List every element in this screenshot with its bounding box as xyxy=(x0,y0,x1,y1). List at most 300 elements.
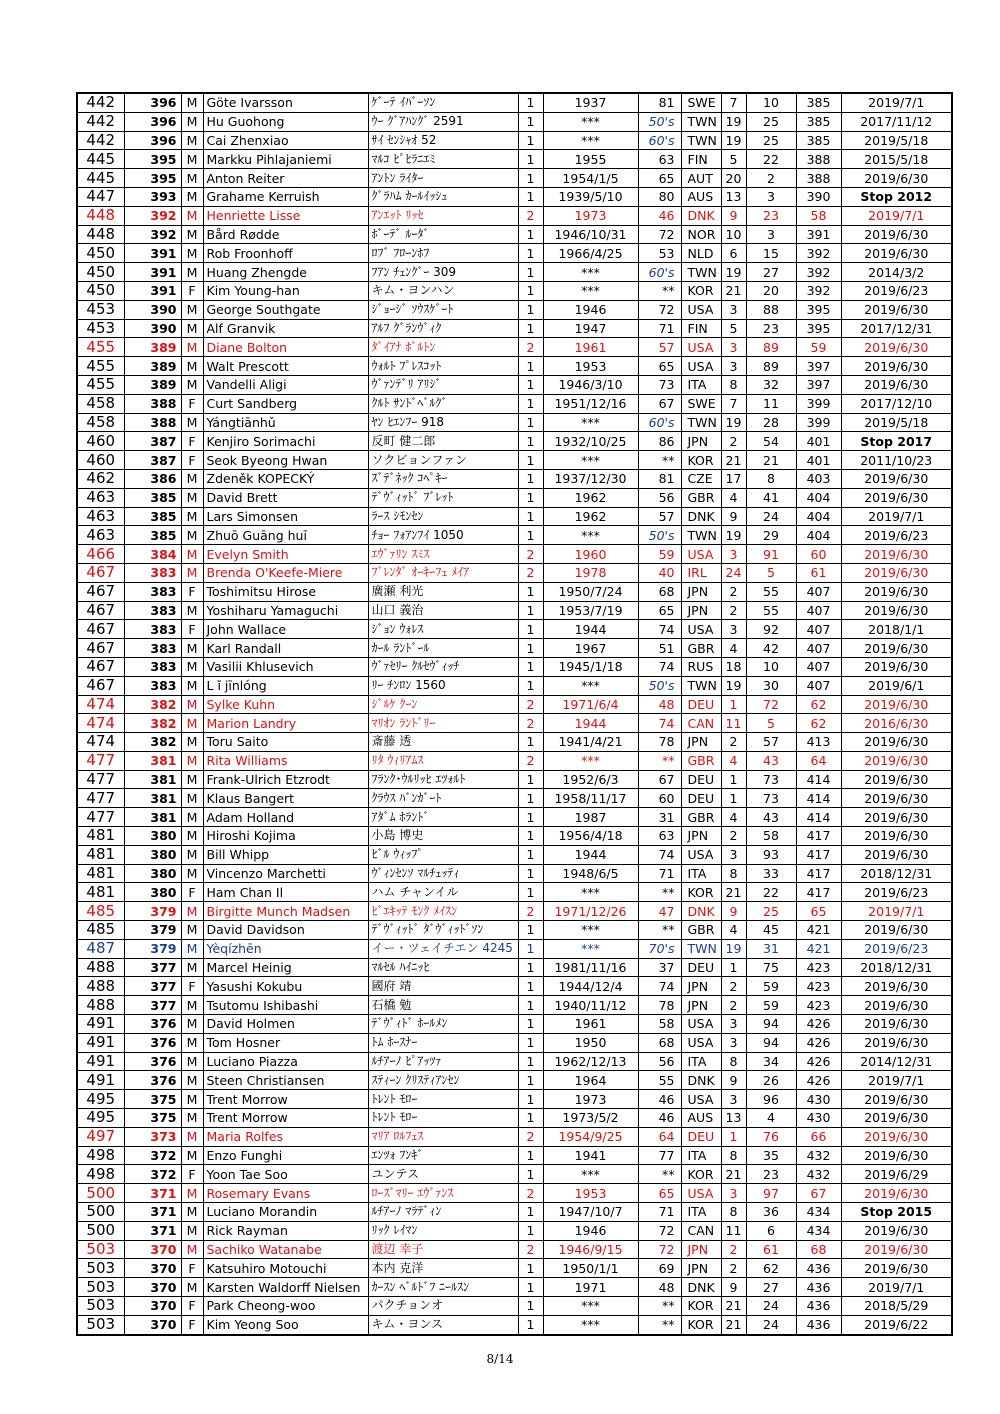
cell-country-rank: 76 xyxy=(746,1127,796,1146)
cell-class: 1 xyxy=(518,1221,543,1240)
cell-updated: 2019/7/1 xyxy=(841,206,952,225)
cell-country-rank: 24 xyxy=(746,1315,796,1334)
cell-country-code: 2 xyxy=(721,601,746,620)
cell-age: 53 xyxy=(638,244,681,263)
cell-group-rank: 414 xyxy=(796,789,841,808)
cell-country: TWN xyxy=(681,112,721,131)
cell-age: 65 xyxy=(638,169,681,188)
cell-score: 377 xyxy=(124,958,181,977)
cell-updated: 2018/12/31 xyxy=(841,864,952,883)
cell-age: 60's xyxy=(638,413,681,432)
cell-country-rank: 93 xyxy=(746,845,796,864)
cell-name: Bård Rødde xyxy=(203,225,368,244)
cell-birth-date: *** xyxy=(543,676,638,695)
cell-class: 1 xyxy=(518,432,543,451)
cell-gender: M xyxy=(181,150,203,169)
cell-score: 395 xyxy=(124,150,181,169)
cell-class: 1 xyxy=(518,469,543,488)
cell-group-rank: 426 xyxy=(796,1033,841,1052)
cell-country: TWN xyxy=(681,131,721,150)
cell-country-rank: 3 xyxy=(746,187,796,206)
table-row xyxy=(77,432,952,451)
cell-gender: M xyxy=(181,1052,203,1071)
cell-age: 72 xyxy=(638,1240,681,1259)
table-row xyxy=(77,601,952,620)
cell-country-code: 19 xyxy=(721,526,746,545)
table-row xyxy=(77,206,952,225)
cell-name-kana: ﾃﾞｳﾞｨｯﾄﾞ ﾀﾞｳﾞｨｯﾄﾞｿﾝ xyxy=(368,921,518,940)
cell-country-rank: 43 xyxy=(746,808,796,827)
cell-rank: 448 xyxy=(77,225,124,244)
cell-name: Rosemary Evans xyxy=(203,1184,368,1203)
cell-country: TWN xyxy=(681,676,721,695)
cell-country-code: 8 xyxy=(721,375,746,394)
cell-name: Adam Holland xyxy=(203,808,368,827)
cell-updated: 2019/6/30 xyxy=(841,338,952,357)
cell-country: NOR xyxy=(681,225,721,244)
cell-country-code: 20 xyxy=(721,169,746,188)
cell-name-kana: ｳｫﾙﾄ ﾌﾟﾚｽｺｯﾄ xyxy=(368,357,518,376)
cell-country-code: 9 xyxy=(721,902,746,921)
cell-country-rank: 75 xyxy=(746,958,796,977)
cell-score: 371 xyxy=(124,1221,181,1240)
cell-class: 1 xyxy=(518,413,543,432)
cell-country-code: 7 xyxy=(721,394,746,413)
cell-group-rank: 436 xyxy=(796,1278,841,1297)
cell-name-kana: 斎藤 透 xyxy=(368,733,518,752)
cell-birth-date: 1946/10/31 xyxy=(543,225,638,244)
cell-gender: M xyxy=(181,770,203,789)
cell-name: Yoshiharu Yamaguchi xyxy=(203,601,368,620)
cell-name-kana: 國府 靖 xyxy=(368,977,518,996)
cell-name-kana: 石橋 勉 xyxy=(368,996,518,1015)
cell-country-rank: 55 xyxy=(746,601,796,620)
cell-name: Tom Hosner xyxy=(203,1033,368,1052)
cell-birth-date: 1939/5/10 xyxy=(543,187,638,206)
cell-country: USA xyxy=(681,1033,721,1052)
cell-age: 37 xyxy=(638,958,681,977)
table-row xyxy=(77,375,952,394)
cell-class: 2 xyxy=(518,206,543,225)
cell-updated: 2018/12/31 xyxy=(841,958,952,977)
cell-birth-date: 1937 xyxy=(543,93,638,112)
cell-gender: M xyxy=(181,206,203,225)
cell-score: 372 xyxy=(124,1146,181,1165)
cell-updated: 2019/6/30 xyxy=(841,770,952,789)
cell-group-rank: 414 xyxy=(796,770,841,789)
cell-score: 380 xyxy=(124,845,181,864)
cell-name-kana: ﾛｰｽﾞﾏﾘｰ ｴｳﾞｧﾝｽ xyxy=(368,1184,518,1203)
cell-rank: 495 xyxy=(77,1090,124,1109)
cell-updated: 2019/6/30 xyxy=(841,827,952,846)
cell-score: 389 xyxy=(124,357,181,376)
ranking-table xyxy=(76,92,953,1336)
cell-gender: M xyxy=(181,1090,203,1109)
cell-group-rank: 66 xyxy=(796,1127,841,1146)
cell-gender: M xyxy=(181,1221,203,1240)
cell-country: JPN xyxy=(681,1259,721,1278)
cell-name: Evelyn Smith xyxy=(203,545,368,564)
cell-class: 1 xyxy=(518,526,543,545)
cell-age: 74 xyxy=(638,977,681,996)
cell-name: Vincenzo Marchetti xyxy=(203,864,368,883)
cell-country: NLD xyxy=(681,244,721,263)
cell-country: USA xyxy=(681,545,721,564)
cell-updated: 2019/6/22 xyxy=(841,1315,952,1334)
cell-rank: 453 xyxy=(77,319,124,338)
cell-name: Yèqízhēn xyxy=(203,939,368,958)
cell-class: 1 xyxy=(518,864,543,883)
cell-score: 375 xyxy=(124,1109,181,1128)
cell-country-rank: 57 xyxy=(746,733,796,752)
cell-group-rank: 395 xyxy=(796,300,841,319)
cell-score: 373 xyxy=(124,1127,181,1146)
cell-rank: 477 xyxy=(77,789,124,808)
cell-name: George Southgate xyxy=(203,300,368,319)
cell-gender: F xyxy=(181,620,203,639)
cell-country-rank: 89 xyxy=(746,338,796,357)
cell-country-code: 13 xyxy=(721,1109,746,1128)
cell-score: 396 xyxy=(124,93,181,112)
cell-name-kana: 反町 健二郎 xyxy=(368,432,518,451)
cell-name-kana: ﾏﾘｱ ﾛﾙﾌｪｽ xyxy=(368,1127,518,1146)
cell-updated: 2019/6/30 xyxy=(841,1184,952,1203)
cell-group-rank: 426 xyxy=(796,1071,841,1090)
cell-country: USA xyxy=(681,1015,721,1034)
cell-name: Yángtiānhǔ xyxy=(203,413,368,432)
cell-name: David Davidson xyxy=(203,921,368,940)
cell-class: 1 xyxy=(518,977,543,996)
cell-gender: M xyxy=(181,263,203,282)
cell-updated: Stop 2017 xyxy=(841,432,952,451)
cell-age: 64 xyxy=(638,1127,681,1146)
cell-score: 383 xyxy=(124,620,181,639)
cell-score: 383 xyxy=(124,601,181,620)
cell-country-code: 3 xyxy=(721,845,746,864)
cell-age: 68 xyxy=(638,582,681,601)
cell-updated: 2019/6/30 xyxy=(841,357,952,376)
cell-rank: 442 xyxy=(77,112,124,131)
table-row xyxy=(77,244,952,263)
cell-updated: 2019/5/18 xyxy=(841,131,952,150)
cell-age: 77 xyxy=(638,1146,681,1165)
cell-rank: 460 xyxy=(77,432,124,451)
cell-gender: M xyxy=(181,244,203,263)
cell-score: 382 xyxy=(124,695,181,714)
cell-country: DNK xyxy=(681,507,721,526)
cell-class: 1 xyxy=(518,601,543,620)
cell-name-kana: ｻｲ ｾﾝｼｬｵ 52 xyxy=(368,131,518,150)
cell-class: 1 xyxy=(518,1146,543,1165)
cell-name: Walt Prescott xyxy=(203,357,368,376)
cell-rank: 481 xyxy=(77,864,124,883)
table-row xyxy=(77,563,952,582)
cell-score: 383 xyxy=(124,582,181,601)
cell-name-kana: ﾃﾞｳﾞｨｯﾄﾞ ﾌﾞﾚｯﾄ xyxy=(368,488,518,507)
cell-birth-date: *** xyxy=(543,263,638,282)
cell-rank: 491 xyxy=(77,1015,124,1034)
cell-gender: M xyxy=(181,93,203,112)
cell-country-rank: 15 xyxy=(746,244,796,263)
cell-score: 379 xyxy=(124,921,181,940)
cell-rank: 458 xyxy=(77,394,124,413)
cell-name-kana: ｱﾙﾌ ｸﾞﾗﾝｳﾞｨｸ xyxy=(368,319,518,338)
cell-group-rank: 395 xyxy=(796,319,841,338)
cell-country-code: 8 xyxy=(721,1203,746,1222)
table-row xyxy=(77,789,952,808)
cell-group-rank: 414 xyxy=(796,808,841,827)
cell-class: 2 xyxy=(518,1240,543,1259)
cell-country-code: 6 xyxy=(721,244,746,263)
cell-country-rank: 8 xyxy=(746,469,796,488)
cell-updated: 2019/6/30 xyxy=(841,545,952,564)
cell-country-rank: 24 xyxy=(746,1297,796,1316)
table-row xyxy=(77,695,952,714)
cell-age: 56 xyxy=(638,488,681,507)
cell-class: 2 xyxy=(518,338,543,357)
cell-score: 387 xyxy=(124,451,181,470)
cell-name-kana: イー・ツェイチエン 4245 xyxy=(368,939,518,958)
cell-country-code: 19 xyxy=(721,112,746,131)
cell-updated: 2019/6/30 xyxy=(841,601,952,620)
cell-age: 74 xyxy=(638,845,681,864)
cell-country-code: 9 xyxy=(721,1278,746,1297)
cell-score: 385 xyxy=(124,507,181,526)
cell-rank: 460 xyxy=(77,451,124,470)
cell-country-rank: 41 xyxy=(746,488,796,507)
cell-birth-date: *** xyxy=(543,281,638,300)
table-row xyxy=(77,1203,952,1222)
cell-class: 1 xyxy=(518,187,543,206)
cell-group-rank: 59 xyxy=(796,338,841,357)
cell-gender: M xyxy=(181,413,203,432)
cell-name: Markku Pihlajaniemi xyxy=(203,150,368,169)
cell-country-rank: 33 xyxy=(746,864,796,883)
cell-updated: 2015/5/18 xyxy=(841,150,952,169)
cell-score: 396 xyxy=(124,131,181,150)
cell-age: 55 xyxy=(638,1071,681,1090)
cell-rank: 467 xyxy=(77,601,124,620)
cell-updated: 2019/6/23 xyxy=(841,526,952,545)
cell-score: 370 xyxy=(124,1278,181,1297)
cell-birth-date: 1958/11/17 xyxy=(543,789,638,808)
cell-name-kana: キム・ヨンハン xyxy=(368,281,518,300)
cell-birth-date: 1937/12/30 xyxy=(543,469,638,488)
cell-country-code: 13 xyxy=(721,187,746,206)
cell-country: USA xyxy=(681,620,721,639)
cell-age: 68 xyxy=(638,1033,681,1052)
cell-name-kana: ﾌﾗﾝｸ･ｳﾙﾘｯﾋ ｴﾂｫﾙﾄ xyxy=(368,770,518,789)
cell-gender: M xyxy=(181,845,203,864)
cell-country-rank: 34 xyxy=(746,1052,796,1071)
cell-name: Frank-Ulrich Etzrodt xyxy=(203,770,368,789)
cell-rank: 477 xyxy=(77,770,124,789)
cell-name-kana: キム・ヨンス xyxy=(368,1315,518,1334)
table-row xyxy=(77,582,952,601)
cell-rank: 445 xyxy=(77,169,124,188)
cell-updated: 2019/6/30 xyxy=(841,1240,952,1259)
cell-score: 383 xyxy=(124,639,181,658)
table-row xyxy=(77,864,952,883)
table-row xyxy=(77,1109,952,1128)
cell-gender: F xyxy=(181,1315,203,1334)
cell-country-rank: 5 xyxy=(746,714,796,733)
cell-gender: M xyxy=(181,864,203,883)
cell-country-rank: 94 xyxy=(746,1033,796,1052)
cell-country: FIN xyxy=(681,150,721,169)
cell-name-kana: ｶｰﾙ ﾗﾝﾄﾞｰﾙ xyxy=(368,639,518,658)
cell-birth-date: 1948/6/5 xyxy=(543,864,638,883)
cell-group-rank: 434 xyxy=(796,1221,841,1240)
cell-country: ITA xyxy=(681,864,721,883)
cell-name: Katsuhiro Motouchi xyxy=(203,1259,368,1278)
cell-birth-date: 1941/4/21 xyxy=(543,733,638,752)
cell-age: 67 xyxy=(638,770,681,789)
cell-name-kana: ﾏﾘｵﾝ ﾗﾝﾄﾞﾘｰ xyxy=(368,714,518,733)
cell-updated: 2019/6/30 xyxy=(841,996,952,1015)
cell-class: 1 xyxy=(518,1052,543,1071)
cell-birth-date: 1967 xyxy=(543,639,638,658)
cell-country: JPN xyxy=(681,827,721,846)
cell-updated: 2016/6/30 xyxy=(841,714,952,733)
cell-gender: M xyxy=(181,375,203,394)
cell-name: Tsutomu Ishibashi xyxy=(203,996,368,1015)
cell-gender: M xyxy=(181,338,203,357)
cell-age: 78 xyxy=(638,733,681,752)
cell-score: 380 xyxy=(124,864,181,883)
cell-class: 1 xyxy=(518,676,543,695)
cell-rank: 498 xyxy=(77,1165,124,1184)
cell-rank: 485 xyxy=(77,902,124,921)
table-row xyxy=(77,714,952,733)
cell-country-rank: 97 xyxy=(746,1184,796,1203)
cell-age: 46 xyxy=(638,1090,681,1109)
cell-gender: M xyxy=(181,751,203,770)
cell-age: 65 xyxy=(638,601,681,620)
cell-rank: 463 xyxy=(77,507,124,526)
cell-name: Yoon Tae Soo xyxy=(203,1165,368,1184)
cell-country: USA xyxy=(681,357,721,376)
cell-updated: 2019/6/30 xyxy=(841,657,952,676)
table-row xyxy=(77,1184,952,1203)
cell-rank: 477 xyxy=(77,751,124,770)
cell-name-kana: ｳｰ ｸﾞｱﾊﾝｸﾞ 2591 xyxy=(368,112,518,131)
cell-class: 1 xyxy=(518,845,543,864)
cell-class: 1 xyxy=(518,1165,543,1184)
cell-gender: M xyxy=(181,488,203,507)
cell-name: Luciano Piazza xyxy=(203,1052,368,1071)
cell-gender: M xyxy=(181,657,203,676)
cell-updated: 2019/5/18 xyxy=(841,413,952,432)
cell-class: 1 xyxy=(518,357,543,376)
cell-birth-date: 1973 xyxy=(543,1090,638,1109)
cell-updated: 2019/6/30 xyxy=(841,488,952,507)
table-row xyxy=(77,639,952,658)
cell-age: 50's xyxy=(638,676,681,695)
cell-age: 71 xyxy=(638,1203,681,1222)
cell-gender: M xyxy=(181,225,203,244)
cell-country-code: 21 xyxy=(721,1315,746,1334)
cell-class: 1 xyxy=(518,225,543,244)
cell-gender: M xyxy=(181,827,203,846)
cell-group-rank: 60 xyxy=(796,545,841,564)
cell-country-code: 2 xyxy=(721,582,746,601)
cell-score: 381 xyxy=(124,808,181,827)
cell-score: 376 xyxy=(124,1015,181,1034)
cell-group-rank: 399 xyxy=(796,394,841,413)
cell-name-kana: ﾎﾞｰﾃﾞ ﾙｰﾀﾞ xyxy=(368,225,518,244)
cell-score: 379 xyxy=(124,939,181,958)
cell-country: RUS xyxy=(681,657,721,676)
cell-name-kana: ｽﾞﾃﾞﾈｯｸ ｺﾍﾟｷｰ xyxy=(368,469,518,488)
cell-gender: M xyxy=(181,357,203,376)
cell-name-kana: ﾏﾙｺ ﾋﾟﾋﾗﾆｴﾐ xyxy=(368,150,518,169)
cell-country: USA xyxy=(681,338,721,357)
cell-age: ** xyxy=(638,1165,681,1184)
cell-country: KOR xyxy=(681,281,721,300)
cell-score: 392 xyxy=(124,225,181,244)
table-row xyxy=(77,131,952,150)
cell-country-code: 3 xyxy=(721,1033,746,1052)
cell-country-code: 11 xyxy=(721,714,746,733)
cell-updated: 2019/6/30 xyxy=(841,845,952,864)
cell-birth-date: 1952/6/3 xyxy=(543,770,638,789)
cell-class: 1 xyxy=(518,620,543,639)
cell-group-rank: 403 xyxy=(796,469,841,488)
cell-age: ** xyxy=(638,921,681,940)
cell-country: TWN xyxy=(681,939,721,958)
cell-birth-date: *** xyxy=(543,921,638,940)
cell-rank: 503 xyxy=(77,1297,124,1316)
cell-age: 60's xyxy=(638,263,681,282)
cell-gender: M xyxy=(181,996,203,1015)
table-row xyxy=(77,112,952,131)
cell-class: 2 xyxy=(518,563,543,582)
cell-gender: M xyxy=(181,526,203,545)
cell-rank: 455 xyxy=(77,357,124,376)
cell-name: Lars Simonsen xyxy=(203,507,368,526)
cell-group-rank: 388 xyxy=(796,169,841,188)
cell-rank: 458 xyxy=(77,413,124,432)
cell-birth-date: 1950/7/24 xyxy=(543,582,638,601)
cell-group-rank: 423 xyxy=(796,958,841,977)
cell-birth-date: 1947 xyxy=(543,319,638,338)
cell-gender: M xyxy=(181,1146,203,1165)
cell-age: 31 xyxy=(638,808,681,827)
cell-score: 395 xyxy=(124,169,181,188)
cell-name: Zhuō Guāng huī xyxy=(203,526,368,545)
cell-class: 1 xyxy=(518,770,543,789)
cell-birth-date: 1945/1/18 xyxy=(543,657,638,676)
cell-name: L ǐ jīnlóng xyxy=(203,676,368,695)
cell-rank: 503 xyxy=(77,1259,124,1278)
cell-country: ITA xyxy=(681,1146,721,1165)
cell-class: 2 xyxy=(518,714,543,733)
cell-name-kana: ｴﾝﾂｫ ﾌﾝｷﾞ xyxy=(368,1146,518,1165)
cell-group-rank: 407 xyxy=(796,620,841,639)
cell-birth-date: 1946/3/10 xyxy=(543,375,638,394)
cell-score: 386 xyxy=(124,469,181,488)
cell-class: 1 xyxy=(518,921,543,940)
cell-country: GBR xyxy=(681,808,721,827)
cell-age: 74 xyxy=(638,657,681,676)
cell-name-kana: ﾏﾙｾﾙ ﾊｲﾆｯﾋ xyxy=(368,958,518,977)
table-row xyxy=(77,469,952,488)
cell-birth-date: 1978 xyxy=(543,563,638,582)
cell-country-rank: 43 xyxy=(746,751,796,770)
cell-age: 67 xyxy=(638,394,681,413)
cell-birth-date: 1953 xyxy=(543,357,638,376)
